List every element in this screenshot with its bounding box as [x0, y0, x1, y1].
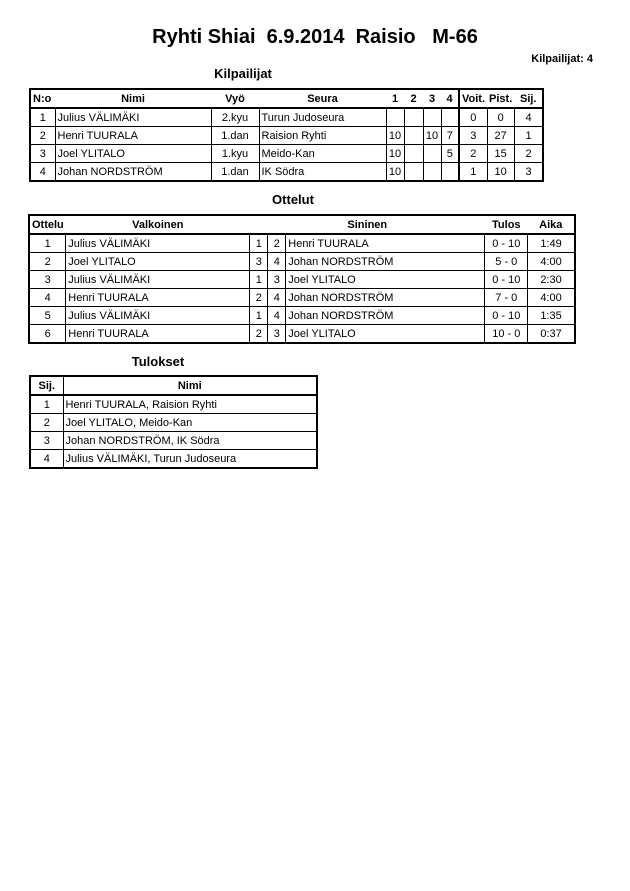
cell-no: 4 [30, 163, 55, 182]
cell-pist: 27 [487, 127, 514, 145]
page-title: Ryhti Shiai 6.9.2014 Raisio M-66 [152, 26, 478, 48]
cell-blue-no: 4 [268, 307, 286, 325]
cell-score: 0 - 10 [485, 307, 528, 325]
cell-score-2 [404, 108, 423, 127]
match-row [29, 325, 575, 344]
cell-pist: 15 [487, 145, 514, 163]
cell-white-name: Joel YLITALO [66, 253, 250, 271]
cell-time: 4:00 [528, 253, 575, 271]
results-table [29, 375, 318, 469]
cell-nimi: Julius VÄLIMÄKI [55, 108, 211, 127]
col-header-nimi: Nimi [55, 89, 211, 108]
cell-blue-name: Joel YLITALO [286, 325, 485, 344]
cell-name: Joel YLITALO, Meido-Kan [63, 414, 317, 432]
col-header-ottelu: Ottelu [29, 215, 66, 234]
col-header-no: N:o [30, 89, 55, 108]
section-heading-tulokset: Tulokset [131, 354, 185, 369]
result-row [30, 450, 317, 469]
cell-sij: 2 [514, 145, 543, 163]
cell-score-1: 10 [386, 163, 404, 182]
cell-rank: 3 [30, 432, 63, 450]
match-row [29, 253, 575, 271]
result-row [30, 395, 317, 414]
matches-table [28, 214, 576, 344]
cell-score-4: 5 [441, 145, 459, 163]
cell-match-no: 2 [29, 253, 66, 271]
cell-name: Johan NORDSTRÖM, IK Södra [63, 432, 317, 450]
cell-score-3 [423, 163, 441, 182]
cell-no: 1 [30, 108, 55, 127]
competitors-header-row [30, 89, 543, 108]
competitors-table [29, 88, 544, 182]
col-header-match-2: 2 [404, 89, 423, 108]
match-row [29, 271, 575, 289]
col-header-vyo: Vyö [211, 89, 259, 108]
cell-seura: Turun Judoseura [259, 108, 386, 127]
cell-score: 5 - 0 [485, 253, 528, 271]
cell-white-name: Henri TUURALA [66, 289, 250, 307]
cell-time: 2:30 [528, 271, 575, 289]
cell-white-no: 2 [250, 289, 268, 307]
col-header-nimi: Nimi [63, 376, 317, 395]
cell-score: 10 - 0 [485, 325, 528, 344]
col-header-tulos: Tulos [485, 215, 528, 234]
cell-seura: Raision Ryhti [259, 127, 386, 145]
matches-header-row [29, 215, 575, 234]
cell-pist: 10 [487, 163, 514, 182]
cell-name: Henri TUURALA, Raision Ryhti [63, 395, 317, 414]
match-row [29, 234, 575, 253]
col-header-match-4: 4 [441, 89, 459, 108]
cell-score: 7 - 0 [485, 289, 528, 307]
cell-blue-name: Johan NORDSTRÖM [286, 289, 485, 307]
cell-seura: IK Södra [259, 163, 386, 182]
cell-score: 0 - 10 [485, 234, 528, 253]
col-header-match-1: 1 [386, 89, 404, 108]
cell-blue-no: 4 [268, 253, 286, 271]
cell-blue-no: 3 [268, 325, 286, 344]
competitors-count: Kilpailijat: 4 [531, 53, 593, 65]
cell-rank: 1 [30, 395, 63, 414]
cell-match-no: 6 [29, 325, 66, 344]
cell-time: 4:00 [528, 289, 575, 307]
competitor-row [30, 163, 543, 182]
cell-nimi: Joel YLITALO [55, 145, 211, 163]
cell-name: Julius VÄLIMÄKI, Turun Judoseura [63, 450, 317, 469]
cell-blue-name: Joel YLITALO [286, 271, 485, 289]
result-row [30, 432, 317, 450]
cell-score-1 [386, 108, 404, 127]
cell-blue-no: 2 [268, 234, 286, 253]
cell-rank: 2 [30, 414, 63, 432]
cell-vyo: 1.kyu [211, 145, 259, 163]
cell-score-2 [404, 127, 423, 145]
cell-score-4 [441, 108, 459, 127]
cell-sij: 1 [514, 127, 543, 145]
col-header-match-3: 3 [423, 89, 441, 108]
cell-sij: 4 [514, 108, 543, 127]
col-header-sij: Sij. [30, 376, 63, 395]
cell-voit: 3 [459, 127, 487, 145]
cell-vyo: 1.dan [211, 127, 259, 145]
section-heading-ottelut: Ottelut [272, 192, 314, 207]
cell-no: 2 [30, 127, 55, 145]
cell-blue-name: Johan NORDSTRÖM [286, 253, 485, 271]
cell-score-3 [423, 145, 441, 163]
cell-score-4 [441, 163, 459, 182]
cell-score-3: 10 [423, 127, 441, 145]
cell-white-name: Julius VÄLIMÄKI [66, 307, 250, 325]
cell-match-no: 1 [29, 234, 66, 253]
col-header-sininen: Sininen [250, 215, 485, 234]
match-row [29, 289, 575, 307]
col-header-seura: Seura [259, 89, 386, 108]
match-row [29, 307, 575, 325]
cell-score-3 [423, 108, 441, 127]
cell-match-no: 5 [29, 307, 66, 325]
cell-match-no: 4 [29, 289, 66, 307]
cell-vyo: 1.dan [211, 163, 259, 182]
col-header-voit: Voit. [459, 89, 487, 108]
cell-blue-name: Henri TUURALA [286, 234, 485, 253]
cell-voit: 0 [459, 108, 487, 127]
cell-white-name: Henri TUURALA [66, 325, 250, 344]
cell-score-1: 10 [386, 145, 404, 163]
cell-white-no: 2 [250, 325, 268, 344]
cell-pist: 0 [487, 108, 514, 127]
cell-no: 3 [30, 145, 55, 163]
result-row [30, 414, 317, 432]
cell-time: 1:35 [528, 307, 575, 325]
cell-time: 0:37 [528, 325, 575, 344]
cell-score-2 [404, 145, 423, 163]
competitor-row [30, 127, 543, 145]
cell-nimi: Henri TUURALA [55, 127, 211, 145]
cell-voit: 2 [459, 145, 487, 163]
cell-sij: 3 [514, 163, 543, 182]
cell-blue-no: 4 [268, 289, 286, 307]
results-header-row [30, 376, 317, 395]
cell-blue-no: 3 [268, 271, 286, 289]
cell-seura: Meido-Kan [259, 145, 386, 163]
cell-white-name: Julius VÄLIMÄKI [66, 271, 250, 289]
cell-white-name: Julius VÄLIMÄKI [66, 234, 250, 253]
cell-score-4: 7 [441, 127, 459, 145]
cell-score: 0 - 10 [485, 271, 528, 289]
col-header-valkoinen: Valkoinen [66, 215, 250, 234]
cell-blue-name: Johan NORDSTRÖM [286, 307, 485, 325]
cell-rank: 4 [30, 450, 63, 469]
cell-time: 1:49 [528, 234, 575, 253]
competitor-row [30, 108, 543, 127]
col-header-aika: Aika [528, 215, 575, 234]
cell-white-no: 1 [250, 234, 268, 253]
cell-nimi: Johan NORDSTRÖM [55, 163, 211, 182]
col-header-pist: Pist. [487, 89, 514, 108]
cell-score-1: 10 [386, 127, 404, 145]
cell-white-no: 1 [250, 307, 268, 325]
cell-white-no: 3 [250, 253, 268, 271]
cell-score-2 [404, 163, 423, 182]
cell-voit: 1 [459, 163, 487, 182]
cell-match-no: 3 [29, 271, 66, 289]
competitor-row [30, 145, 543, 163]
cell-white-no: 1 [250, 271, 268, 289]
cell-vyo: 2.kyu [211, 108, 259, 127]
col-header-sij: Sij. [514, 89, 543, 108]
section-heading-kilpailijat: Kilpailijat [214, 66, 272, 81]
